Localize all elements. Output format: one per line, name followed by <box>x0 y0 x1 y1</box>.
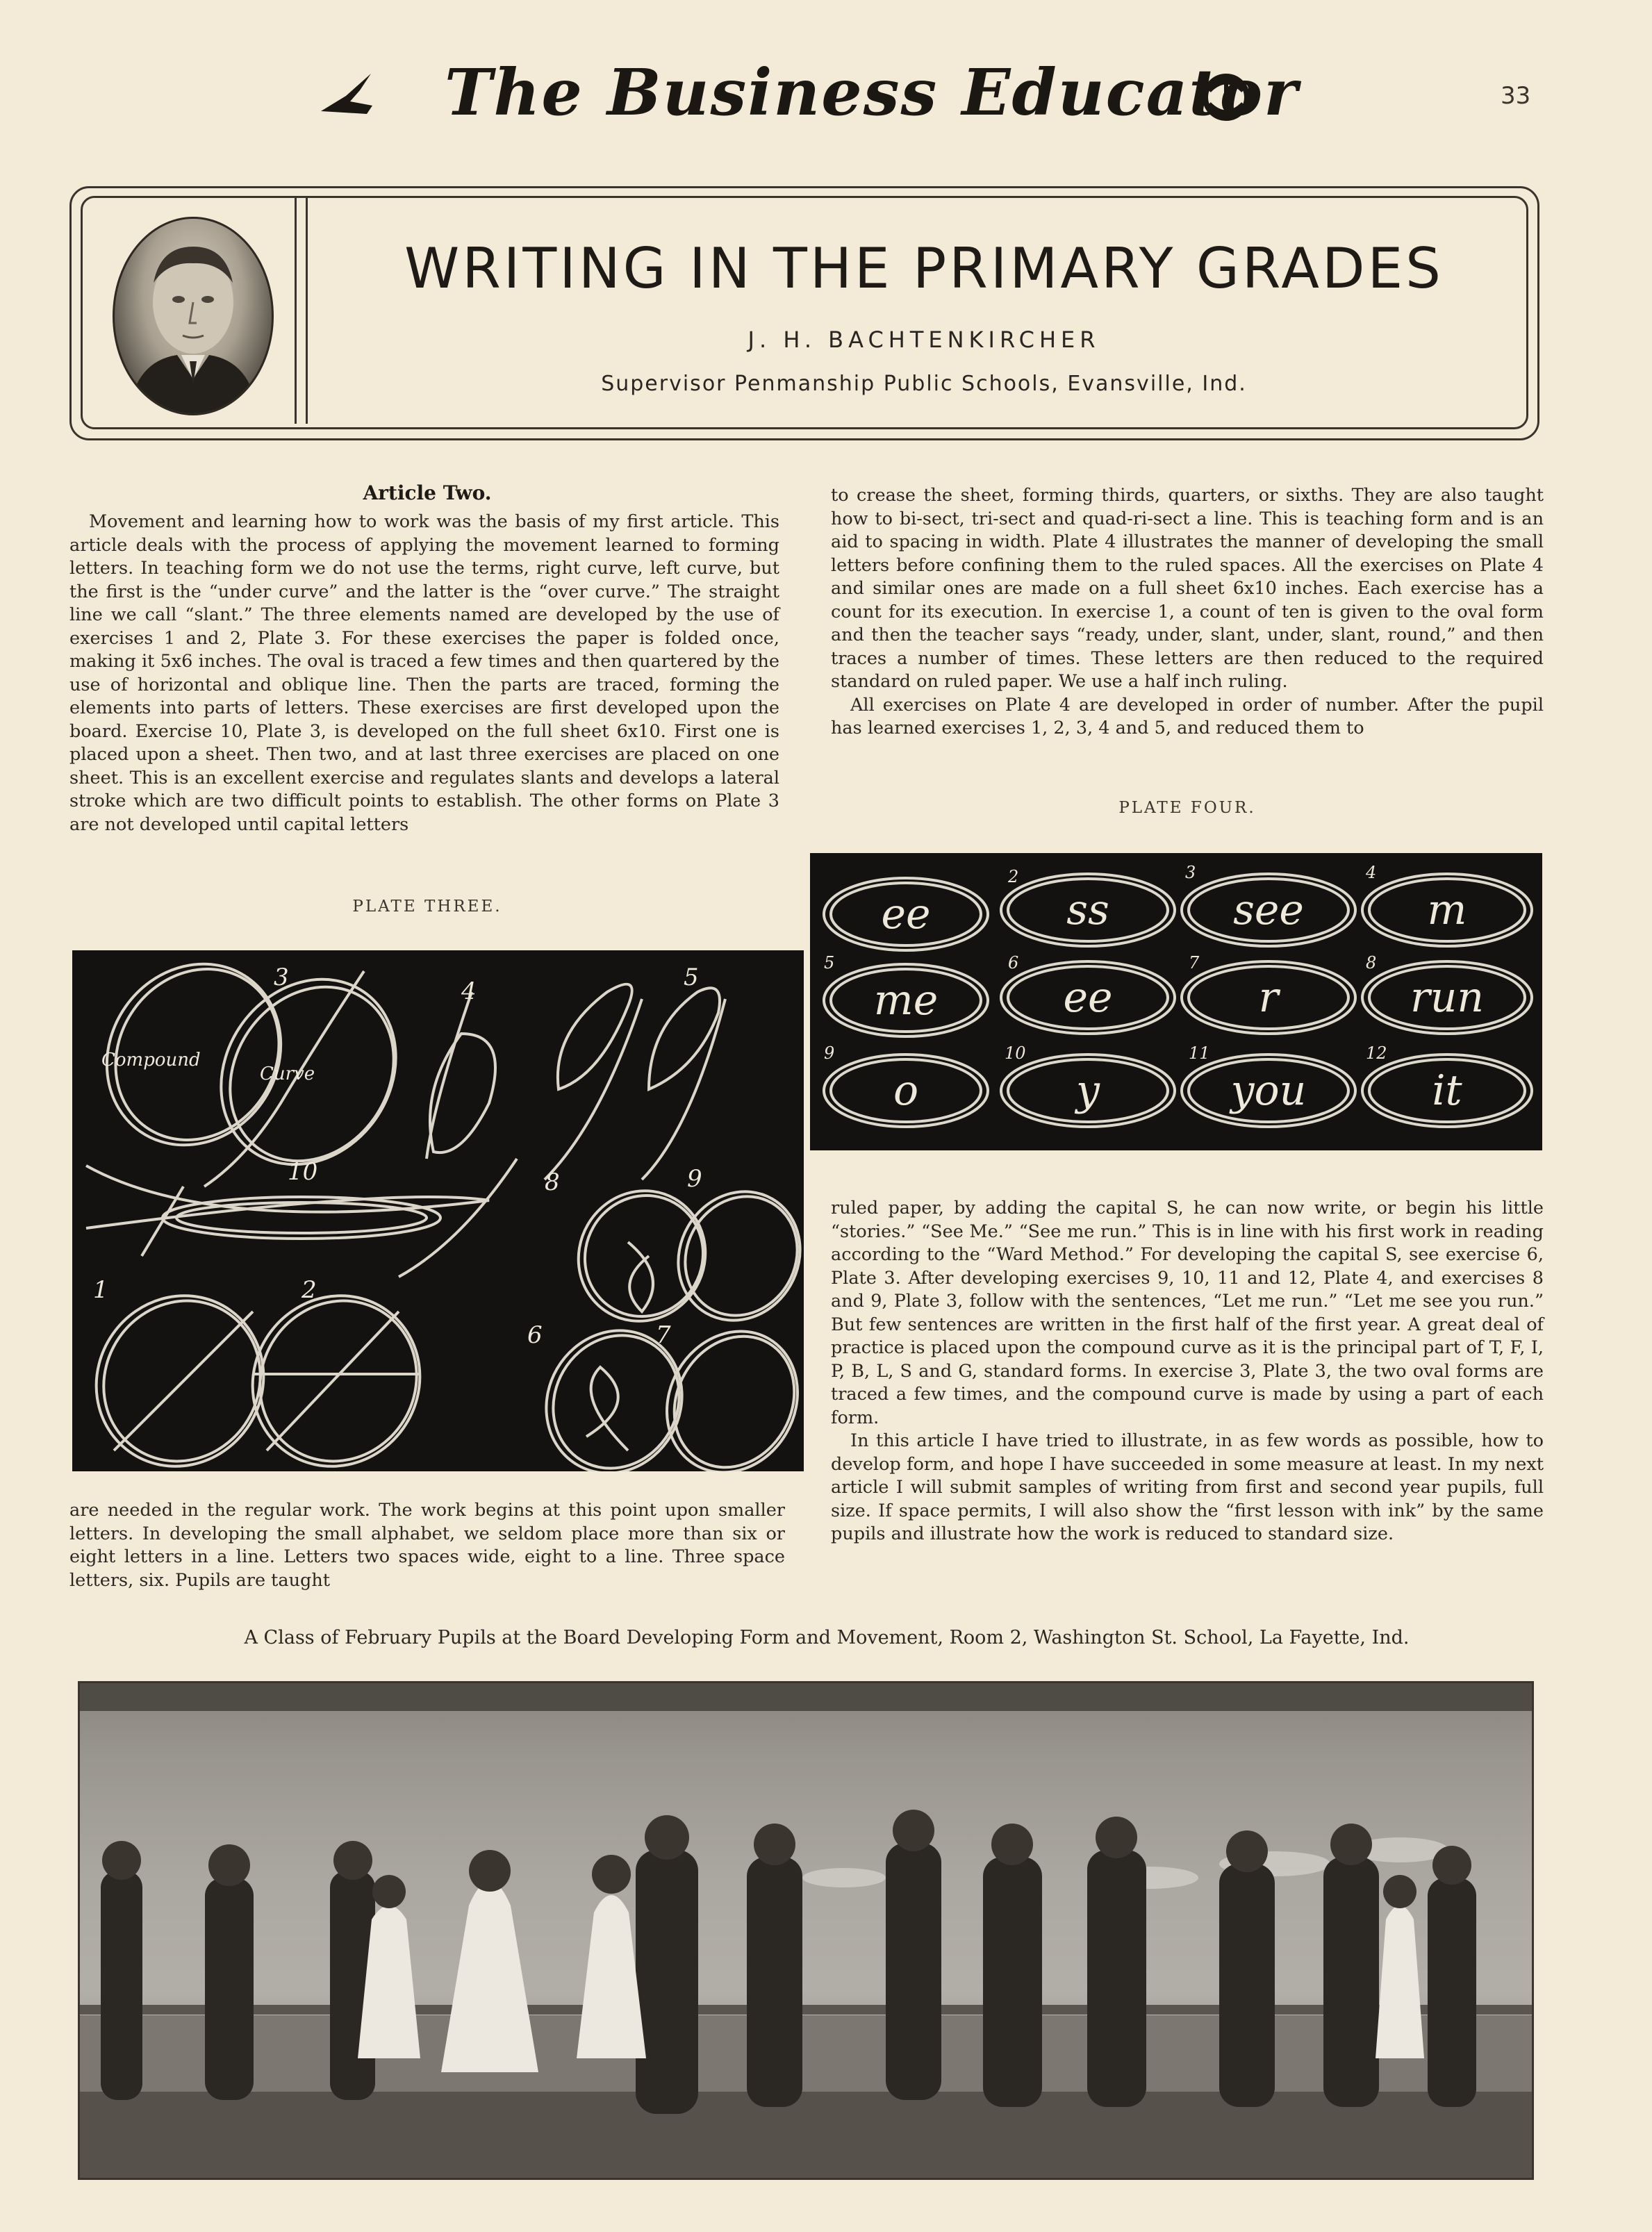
article-title: WRITING IN THE PRIMARY GRADES <box>404 236 1444 301</box>
author-portrait <box>113 217 274 415</box>
plate-three-caption: PLATE THREE. <box>352 898 502 916</box>
plate4-number: 12 <box>1366 1043 1387 1063</box>
plate4-word: ee <box>1063 973 1113 1022</box>
photo-caption: A Class of February Pupils at the Board Developing Form and Movement, Room 2, Washington St. School, La Fayette, Ind. <box>244 1627 1410 1648</box>
plate4-word: me <box>873 976 939 1025</box>
plate3-label-compound: Compound <box>101 1050 201 1070</box>
plate4-number: 3 <box>1185 863 1196 882</box>
plate3-number: 1 <box>93 1276 108 1304</box>
plate4-number: 9 <box>824 1043 835 1063</box>
header-divider <box>306 197 308 424</box>
plate3-number: 7 <box>656 1321 671 1349</box>
paragraph: Movement and learning how to work was the basis of my first article. This article deals with the process of applying the movement learned to forming letters. In teaching form we do not use the terms, right curve, left curve, but the first is the “under curve” and the latter is the “over curve.” The straight line we call “slant.” The three elements named are developed by the use of exercises 1 and 2, Plate 3. For these exercises the paper is folded once, making it 5x6 inches. The oval is traced a few times and then quartered by the use of horizontal and oblique line. Then the parts are traced, forming the elements into parts of letters. These exercises are first developed upon the board. Exercise 10, Plate 3, is developed on the full sheet 6x10. First one is placed upon a sheet. Then two, and at last three exercises are placed on one sheet. This is an excellent exercise and regulates slants and develops a lateral stroke which are two difficult points to establish. The other forms on Plate 3 are not developed until capital letters <box>69 511 779 835</box>
plate4-number: 11 <box>1189 1043 1210 1063</box>
quill-hand-icon <box>318 69 374 118</box>
plate-four-image <box>810 853 1542 1150</box>
author-affiliation: Supervisor Penmanship Public Schools, Evansville, Ind. <box>601 372 1247 396</box>
plate4-word: ss <box>1066 886 1109 934</box>
right-column-top <box>831 484 1544 741</box>
paragraph: are needed in the regular work. The work begins at this point upon smaller letters. In developing the small alphabet, we seldom place more than six or eight letters in a line. Letters two spaces wide, eight to a line. Three space letters, six. Pupils are taught <box>69 1500 785 1591</box>
plate4-word: it <box>1432 1066 1462 1115</box>
paragraph: to crease the sheet, forming thirds, quarters, or sixths. They are also taught how to bi-sect, tri-sect and quad-ri-sect a line. This is teaching form and is an aid to spacing in width. Plate 4 illustrates the manner of developing the small letters before confining them to the ruled spaces. All the exercises on Plate 4 and similar ones are made on a full sheet 6x10 inches. Each exercise has a count for its execution. In exercise 1, a count of ten is given to the oval form and then the teacher says “ready, under, slant, under, slant, round,” and then traces a number of times. These letters are then reduced to the required standard on ruled paper. We use a half inch ruling. <box>831 485 1544 692</box>
plate3-number: 10 <box>288 1158 318 1186</box>
plate3-number: 2 <box>302 1276 317 1304</box>
plate4-number: 2 <box>1008 867 1019 886</box>
article-author: J. H. BACHTENKIRCHER <box>747 326 1100 353</box>
plate4-number: 4 <box>1366 863 1377 882</box>
classroom-photo <box>78 1681 1534 2180</box>
plate-three-image <box>72 950 804 1471</box>
paragraph: In this article I have tried to illustrate, in as few words as possible, how to develop form, and hope I have succeeded in some measure at least. In my next article I will submit samples of writing from first and second year pupils, full size. If space permits, I will also show the “first lesson with ink” by the same pupils and illustrate how the work is reduced to standard size. <box>831 1430 1544 1544</box>
plate4-word: y <box>1076 1066 1100 1115</box>
plate4-word: see <box>1233 886 1304 934</box>
plate3-number: 9 <box>687 1165 702 1193</box>
plate4-word: run <box>1410 973 1484 1022</box>
plate4-word: ee <box>881 890 931 939</box>
plate4-number: 6 <box>1008 953 1019 973</box>
plate3-number: 4 <box>461 977 477 1005</box>
left-column-bottom <box>69 1499 785 1592</box>
plate4-word: you <box>1230 1066 1307 1115</box>
right-column-bottom <box>831 1197 1544 1546</box>
plate4-word: m <box>1427 886 1467 934</box>
plate3-number: 6 <box>527 1321 543 1349</box>
plate4-number: 10 <box>1005 1043 1026 1063</box>
plate4-word: o <box>893 1066 919 1115</box>
emblem-icon <box>1195 69 1257 125</box>
header-divider <box>295 197 297 424</box>
plate3-number: 8 <box>545 1168 560 1196</box>
plate4-word: r <box>1258 973 1279 1022</box>
paragraph: ruled paper, by adding the capital S, he can now write, or begin his little “stories.” “See Me.” “See me run.” This is in line with his first work in reading according to the “Ward Method.” For developing the capital S, see exercise 6, Plate 3. After developing exercises 9, 10, 11 and 12, Plate 4, and exercises 8 and 9, Plate 3, follow with the sentences, “Let me run.” “Let me see you run.” But few sentences are written in the first half of the first year. A great deal of practice is placed upon the compound curve as it is the principal part of T, F, I, P, B, L, S and G, standard forms. In exercise 3, Plate 3, the two oval forms are traced a few times, and the compound curve is made by using a part of each form. <box>831 1198 1544 1428</box>
left-column-top <box>69 511 779 836</box>
plate4-number: 5 <box>824 953 835 973</box>
plate4-number: 7 <box>1189 953 1200 973</box>
plate3-number: 5 <box>684 964 699 991</box>
plate4-number: 8 <box>1366 953 1377 973</box>
article-heading: Article Two. <box>363 481 492 504</box>
masthead-title: The Business Educator <box>445 55 1299 130</box>
page-number: 33 <box>1501 82 1531 110</box>
plate3-label-curve: Curve <box>260 1064 315 1084</box>
plate-four-caption: PLATE FOUR. <box>1118 799 1256 817</box>
plate3-number: 3 <box>274 964 289 991</box>
paragraph: All exercises on Plate 4 are developed in order of number. After the pupil has learned exercises 1, 2, 3, 4 and 5, and reduced them to <box>831 694 1544 738</box>
